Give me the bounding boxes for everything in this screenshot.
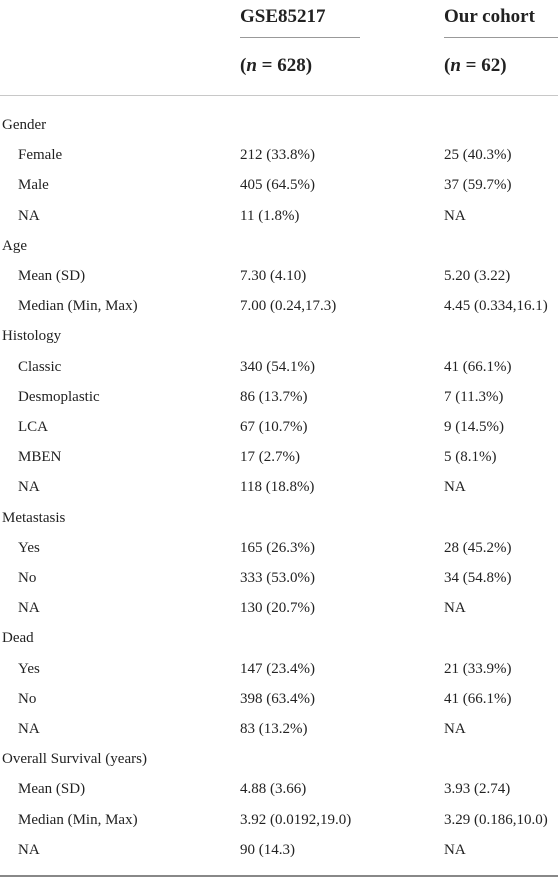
cell-gse85217: 212 (33.8%) (240, 147, 315, 164)
cell-our-cohort: 3.29 (0.186,10.0) (444, 811, 548, 828)
row-label: NA (18, 207, 40, 224)
n-count: = 62) (460, 55, 507, 76)
cell-our-cohort: NA (444, 721, 466, 737)
cell-gse85217: 147 (23.4%) (240, 660, 315, 677)
row-label: NA (18, 479, 40, 496)
table-row (0, 659, 558, 689)
cell-gse85217: 130 (20.7%) (240, 600, 315, 617)
section-row (0, 628, 558, 658)
column-n-gse85217: (n = 628) (240, 55, 313, 76)
row-label: Classic (18, 358, 62, 375)
column-n-our-cohort: (n = 62) (444, 55, 507, 76)
cell-our-cohort: 9 (14.5%) (444, 419, 504, 435)
cell-our-cohort: NA (444, 841, 466, 858)
row-label: Yes (18, 539, 40, 556)
table-row (0, 779, 558, 809)
table-row (0, 810, 558, 840)
row-label: No (18, 690, 37, 707)
table-row (0, 175, 558, 205)
cell-our-cohort: 21 (33.9%) (444, 660, 512, 677)
n-symbol: n (450, 55, 461, 76)
cell-our-cohort: 34 (54.8%) (444, 570, 512, 586)
row-label: LCA (18, 419, 48, 435)
row-label: Mean (SD) (18, 268, 86, 284)
cell-gse85217: 7.00 (0.24,17.3) (240, 298, 337, 315)
table-row (0, 568, 558, 598)
table-row (0, 840, 558, 870)
table-row (0, 266, 558, 296)
section-row (0, 115, 558, 145)
row-label: Median (Min, Max) (18, 811, 138, 828)
column-header-our-cohort: Our cohort (444, 6, 535, 27)
row-label: NA (18, 721, 40, 737)
cell-gse85217: 4.88 (3.66) (240, 781, 307, 798)
table-row (0, 689, 558, 719)
cell-our-cohort: 37 (59.7%) (444, 177, 512, 194)
cell-gse85217: 86 (13.7%) (240, 388, 308, 405)
cell-gse85217: 17 (2.7%) (240, 449, 300, 466)
row-label: Mean (SD) (18, 781, 86, 798)
cell-gse85217: 7.30 (4.10) (240, 268, 307, 284)
cell-our-cohort: 7 (11.3%) (444, 388, 504, 405)
cell-our-cohort: NA (444, 479, 466, 496)
row-label: MBEN (18, 449, 62, 466)
table-bottom-rule (0, 875, 558, 877)
row-label: Male (18, 177, 49, 194)
section-label: Metastasis (2, 509, 66, 526)
table-row (0, 477, 558, 507)
cell-our-cohort: 25 (40.3%) (444, 147, 512, 164)
row-label: No (18, 570, 37, 586)
cell-gse85217: 405 (64.5%) (240, 177, 315, 194)
row-label: Median (Min, Max) (18, 298, 138, 315)
header-rule-gse85217 (240, 37, 360, 38)
row-label: NA (18, 600, 40, 617)
n-symbol: n (246, 55, 257, 76)
section-label: Overall Survival (years) (2, 751, 147, 768)
section-row (0, 508, 558, 538)
section-row (0, 236, 558, 266)
table-row (0, 145, 558, 175)
cell-our-cohort: NA (444, 600, 466, 617)
table-row (0, 357, 558, 387)
cell-gse85217: 90 (14.3) (240, 841, 295, 858)
section-label: Histology (2, 328, 62, 345)
section-label: Gender (2, 117, 47, 133)
cell-gse85217: 165 (26.3%) (240, 539, 315, 556)
cell-gse85217: 398 (63.4%) (240, 690, 315, 707)
cell-gse85217: 3.92 (0.0192,19.0) (240, 811, 352, 828)
cell-gse85217: 333 (53.0%) (240, 570, 315, 586)
cell-our-cohort: 3.93 (2.74) (444, 781, 511, 798)
section-label: Age (2, 237, 27, 254)
row-label: NA (18, 841, 40, 858)
cell-our-cohort: 41 (66.1%) (444, 690, 512, 707)
cell-gse85217: 67 (10.7%) (240, 419, 308, 435)
cell-our-cohort: NA (444, 207, 466, 224)
header-divider (0, 95, 558, 96)
cell-our-cohort: 41 (66.1%) (444, 358, 512, 375)
row-label: Female (18, 147, 63, 164)
table-row (0, 206, 558, 236)
cell-our-cohort: 4.45 (0.334,16.1) (444, 298, 548, 315)
section-row (0, 326, 558, 356)
header-rule-our-cohort (444, 37, 558, 38)
cell-our-cohort: 28 (45.2%) (444, 539, 512, 556)
row-label: Yes (18, 660, 40, 677)
cell-gse85217: 83 (13.2%) (240, 721, 308, 737)
cell-our-cohort: 5 (8.1%) (444, 449, 497, 466)
cell-gse85217: 118 (18.8%) (240, 479, 315, 496)
table-row (0, 417, 558, 447)
cell-our-cohort: 5.20 (3.22) (444, 268, 511, 284)
n-count: = 628) (256, 55, 313, 76)
section-row (0, 749, 558, 779)
table-row (0, 719, 558, 749)
table-row (0, 538, 558, 568)
cell-gse85217: 340 (54.1%) (240, 358, 315, 375)
table-row (0, 296, 558, 326)
section-label: Dead (2, 630, 34, 647)
cell-gse85217: 11 (1.8%) (240, 207, 300, 224)
table-row (0, 387, 558, 417)
table-row (0, 447, 558, 477)
table-row (0, 598, 558, 628)
column-header-gse85217: GSE85217 (240, 6, 326, 27)
row-label: Desmoplastic (18, 388, 100, 405)
